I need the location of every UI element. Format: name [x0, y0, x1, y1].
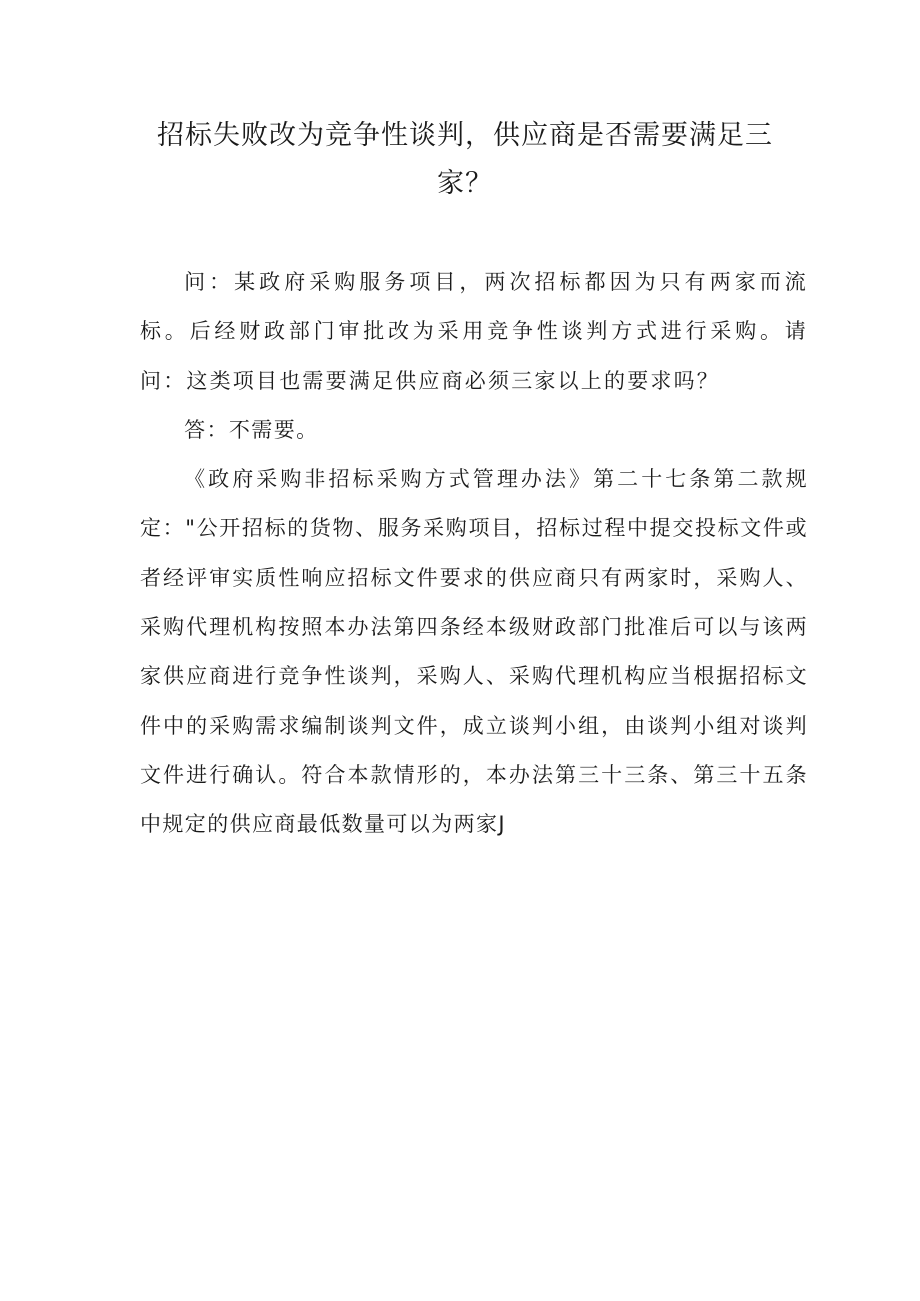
- answer-paragraph: 答：不需要。: [184, 417, 319, 442]
- regulation-paragraph: 《政府采购非招标采购方式管理办法》第二十七条第二款规定："公开招标的货物、服务采购项目，招标过程中提交投标文件或者经评审实质性响应招标文件要求的供应商只有两家时，采购人、采购代理机构按照本办法第四条经本级财政部门批准后可以与该两家供应商进行竞争性谈判，采购人、采购代理机构应当根据招标文件中的采购需求编制谈判文件，成立谈判小组，由谈判小组对谈判文件进行确认。符合本款情形的，本办法第三十三条、第三十五条中规定的供应商最低数量可以为两家J: [140, 467, 808, 837]
- document-body: [140, 258, 808, 850]
- document-title: 招标失败改为竞争性谈判，供应商是否需要满足三家？: [157, 120, 773, 199]
- question-paragraph: 问：某政府采购服务项目，两次招标都因为只有两家而流标。后经财政部门审批改为采用竞争性谈判方式进行采购。请问：这类项目也需要满足供应商必须三家以上的要求吗？: [140, 270, 808, 393]
